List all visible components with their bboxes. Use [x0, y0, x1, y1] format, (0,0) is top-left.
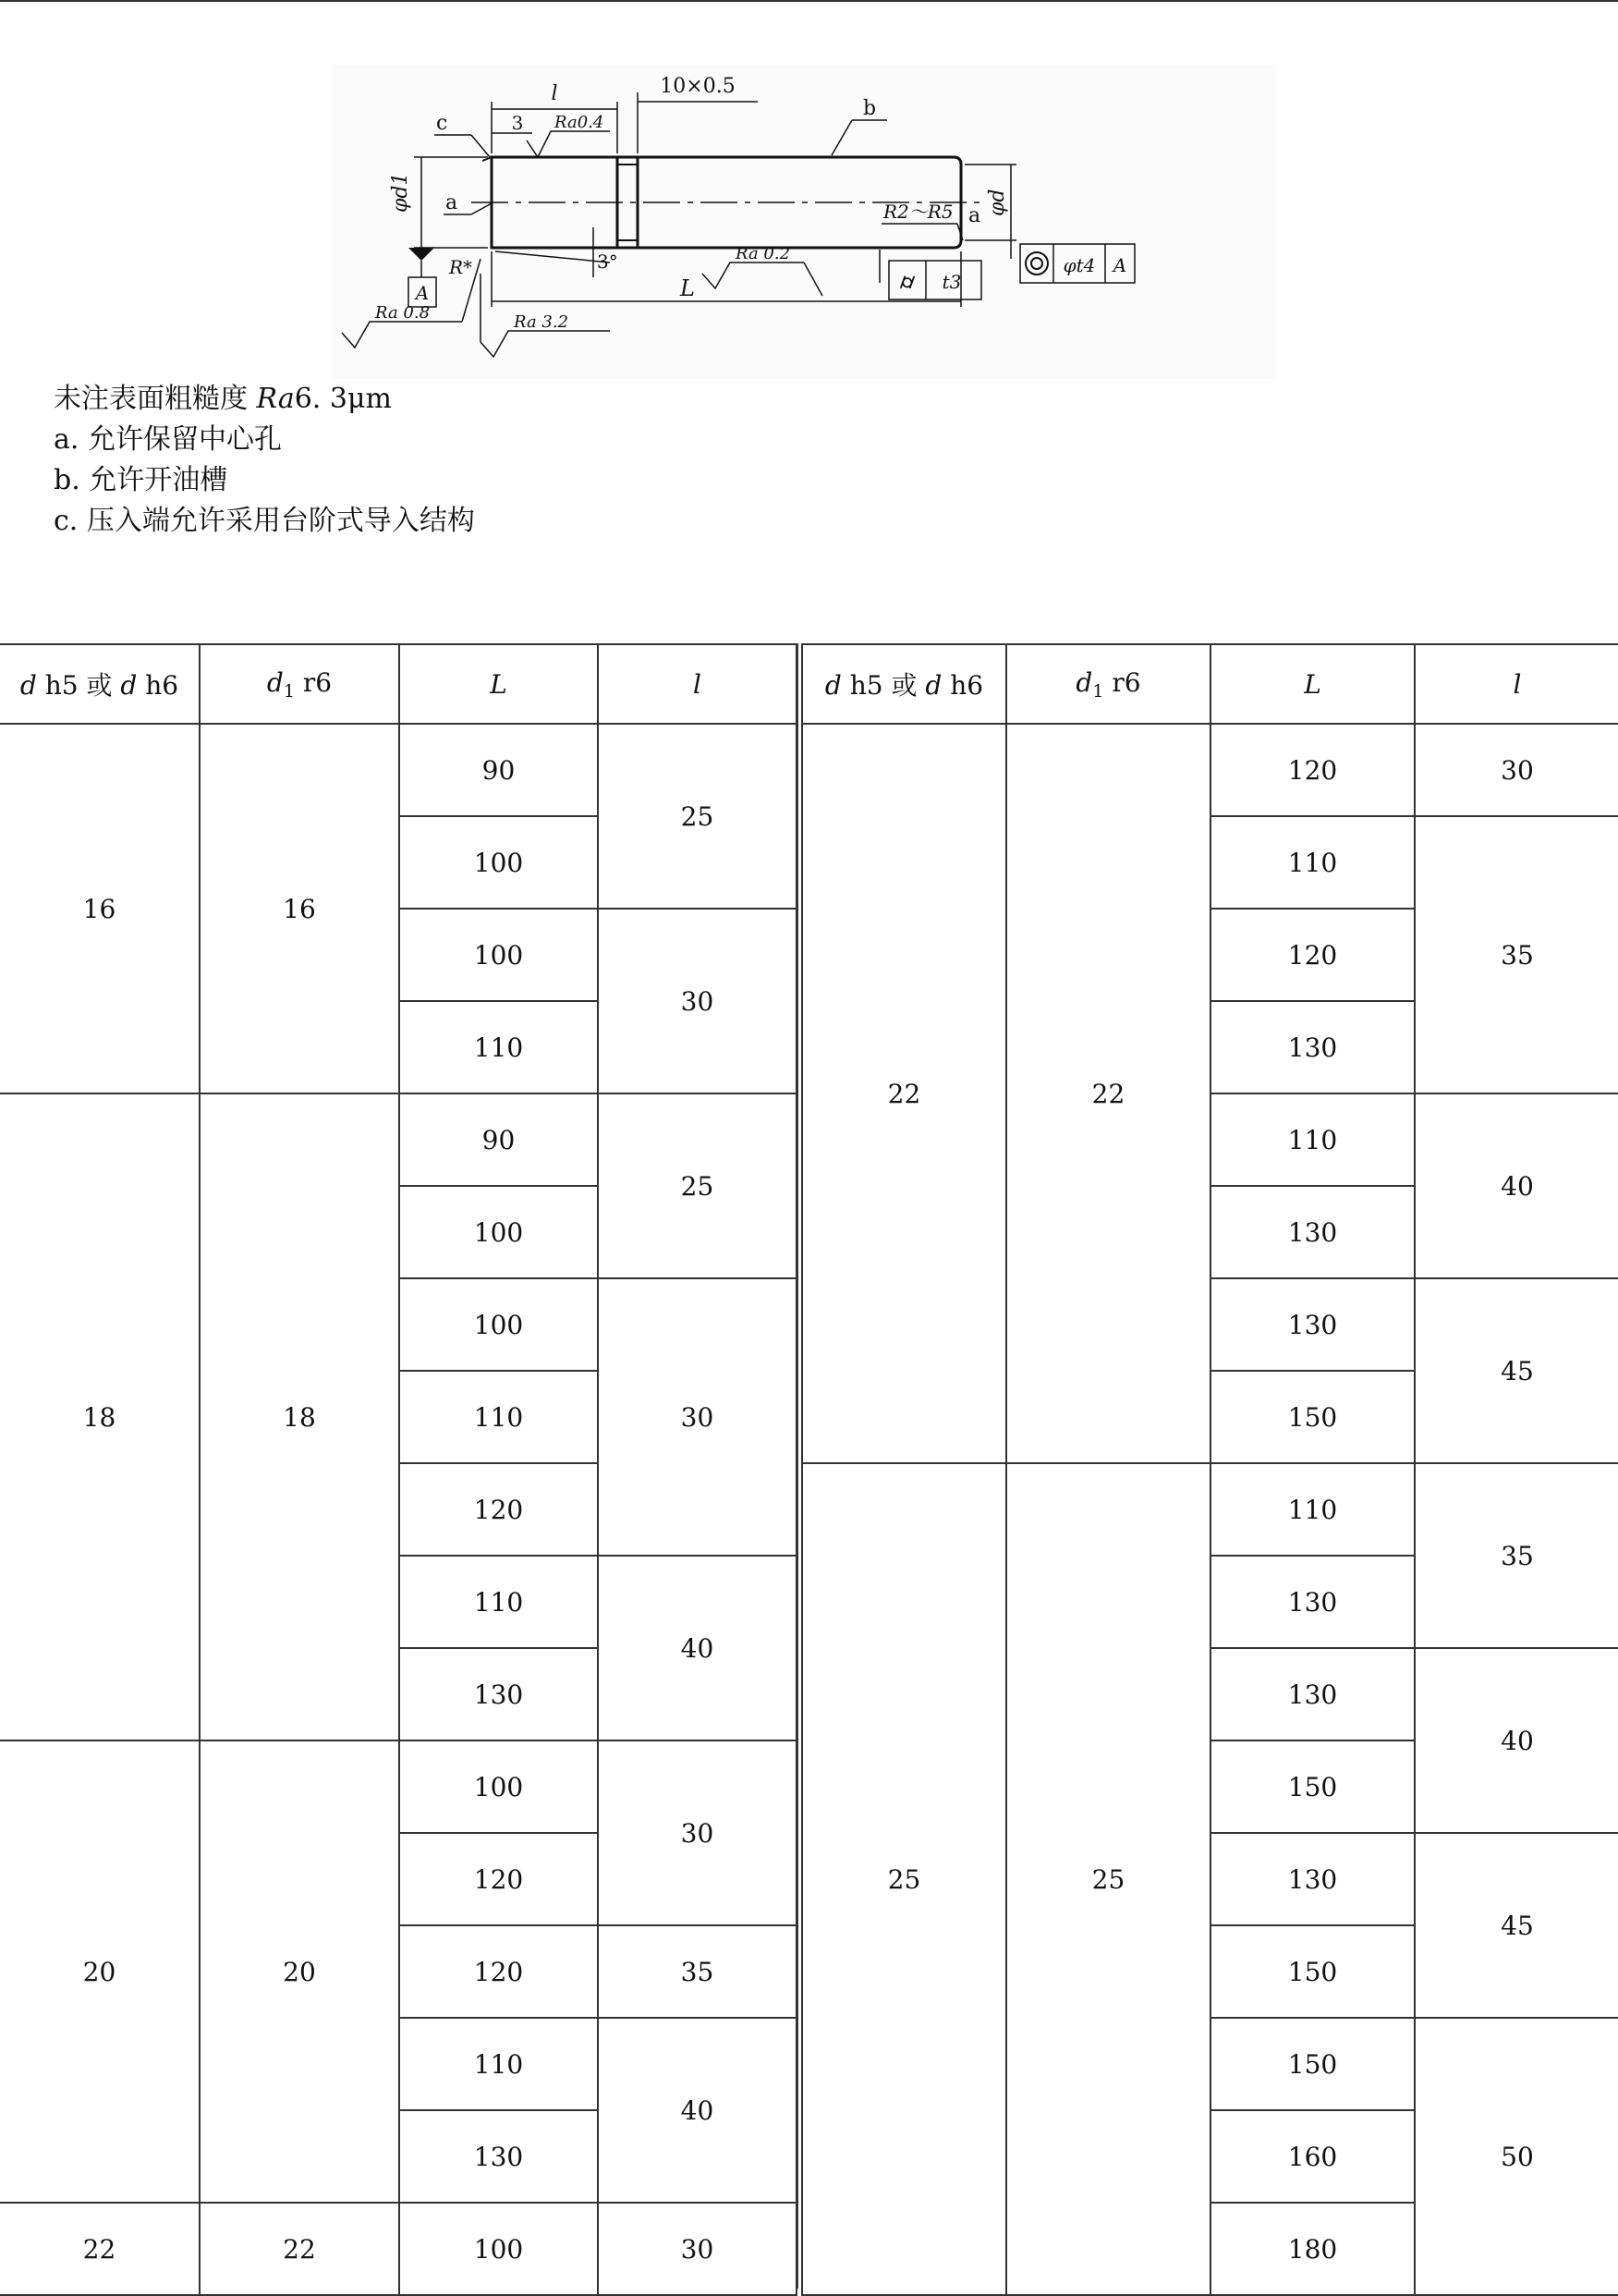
cylindricity-icon: ⌭ [900, 270, 915, 294]
header-d1-sub: 1 [1092, 680, 1104, 702]
table-row [0, 1093, 797, 1186]
table-row [0, 724, 797, 816]
header-d1-var: d [1076, 666, 1093, 698]
header-d1-tail: r6 [294, 666, 333, 698]
cell-L: 130 [1210, 1186, 1415, 1278]
cell-L: 130 [1210, 1648, 1415, 1740]
header-l: l [1415, 644, 1618, 724]
radius-star: R* [449, 256, 473, 278]
header-d-tail: h6 [137, 670, 179, 701]
header-L: L [1210, 644, 1415, 724]
cell-d: 16 [0, 724, 200, 1093]
table-row [802, 1463, 1618, 1556]
cell-L: 110 [1210, 816, 1415, 909]
cell-L: 120 [399, 1925, 598, 2018]
cell-L: 120 [399, 1833, 598, 1925]
cell-d1: 16 [200, 724, 399, 1093]
dim-L-label: L [680, 275, 695, 301]
ra08-label: Ra 0.8 [375, 303, 431, 323]
cell-L: 100 [399, 1740, 598, 1833]
notes [54, 379, 475, 542]
cell-l: 25 [598, 1093, 797, 1278]
ra02-label: Ra 0.2 [736, 244, 791, 263]
cell-l: 50 [1415, 2018, 1618, 2295]
radius-range-label: R2～R5 [883, 201, 954, 223]
note-c: c. 压入端允许采用台阶式导入结构 [54, 505, 475, 537]
cell-L: 180 [1210, 2203, 1415, 2295]
shaft-drawing-svg [333, 65, 1275, 379]
cell-L: 120 [1210, 724, 1415, 816]
table-row [802, 724, 1618, 816]
cell-L: 100 [399, 1278, 598, 1371]
cell-l: 45 [1415, 1278, 1618, 1463]
cell-L: 160 [1210, 2110, 1415, 2203]
cell-l: 30 [598, 1740, 797, 1925]
header-d1-var: d [266, 666, 284, 698]
cell-d: 25 [802, 1463, 1006, 2295]
cell-L: 130 [1210, 1556, 1415, 1648]
header-d1-tail: r6 [1103, 666, 1141, 698]
drawing-background [333, 65, 1275, 379]
label-a-right: a [968, 204, 981, 227]
header-d [802, 644, 1006, 724]
cell-d: 18 [0, 1093, 200, 1740]
note-roughness: 未注表面粗糙度 Ra6. 3μm [54, 383, 392, 415]
cell-d1: 22 [200, 2203, 399, 2295]
tol-t3-label: t3 [942, 271, 962, 293]
cell-L: 150 [1210, 1371, 1415, 1463]
cell-L: 100 [399, 1186, 598, 1278]
cell-L: 150 [1210, 2018, 1415, 2110]
table-header [0, 644, 797, 724]
cell-l: 30 [598, 909, 797, 1093]
shaft-drawing [333, 65, 1275, 379]
cell-L: 90 [399, 1093, 598, 1186]
cell-l: 45 [1415, 1833, 1618, 2018]
dimension-table-right [801, 643, 1618, 2296]
cell-l: 30 [598, 1278, 797, 1556]
top-rule [0, 0, 1618, 2]
cell-L: 130 [399, 1648, 598, 1740]
cell-d1: 22 [1006, 724, 1210, 1463]
table-header [802, 644, 1618, 724]
header-d1 [200, 644, 399, 724]
cell-L: 150 [1210, 1925, 1415, 2018]
dim-3-label: 3 [511, 112, 524, 134]
cell-L: 110 [399, 1001, 598, 1093]
cell-l: 40 [598, 2018, 797, 2203]
cell-L: 120 [399, 1463, 598, 1556]
cell-L: 130 [1210, 1001, 1415, 1093]
header-L: L [399, 644, 598, 724]
header-d-tail: h6 [942, 670, 984, 701]
header-d-var2: d [925, 670, 943, 701]
cell-L: 100 [399, 2203, 598, 2295]
cell-d1: 18 [200, 1093, 399, 1740]
header-l: l [598, 644, 797, 724]
dim-phi-d1: φd1 [389, 172, 412, 213]
cell-l: 35 [1415, 1463, 1618, 1648]
header-d-var: d [19, 670, 37, 701]
cell-L: 110 [1210, 1463, 1415, 1556]
cell-d: 22 [802, 724, 1006, 1463]
cell-L: 110 [399, 2018, 598, 2110]
dimension-table-left [0, 643, 797, 2296]
cell-L: 130 [1210, 1278, 1415, 1371]
tol-t4-label: φt4 [1063, 254, 1096, 276]
cell-l: 35 [1415, 816, 1618, 1093]
cell-L: 110 [1210, 1093, 1415, 1186]
header-d-mid: h5 或 [841, 670, 926, 701]
cell-l: 40 [598, 1556, 797, 1740]
cell-d: 20 [0, 1740, 200, 2203]
cell-l: 30 [598, 2203, 797, 2295]
cell-L: 130 [1210, 1833, 1415, 1925]
note-b: b. 允许开油槽 [54, 464, 228, 496]
dim-phi-d: φd [986, 189, 1009, 216]
datum-label: A [415, 282, 430, 304]
cell-l: 25 [598, 724, 797, 909]
header-d-mid: h5 或 [36, 670, 121, 701]
ra32-label: Ra 3.2 [514, 312, 569, 332]
note-a: a. 允许保留中心孔 [54, 423, 282, 456]
ra04-label: Ra0.4 [554, 113, 604, 132]
header-d1 [1006, 644, 1210, 724]
dim-groove-label: 10×0.5 [660, 75, 736, 98]
cell-L: 110 [399, 1556, 598, 1648]
header-d [0, 644, 200, 724]
cell-l: 40 [1415, 1093, 1618, 1278]
label-c: c [436, 112, 448, 135]
cell-d1: 20 [200, 1740, 399, 2203]
cell-L: 150 [1210, 1740, 1415, 1833]
label-a-left: a [445, 191, 458, 214]
cell-d: 22 [0, 2203, 200, 2295]
cell-L: 110 [399, 1371, 598, 1463]
header-d1-sub: 1 [283, 680, 295, 702]
cell-L: 100 [399, 816, 598, 909]
cell-L: 130 [399, 2110, 598, 2203]
angle-label: 3° [597, 250, 618, 273]
cell-l: 35 [598, 1925, 797, 2018]
cell-L: 90 [399, 724, 598, 816]
dim-l-label: l [551, 82, 558, 105]
header-d-var2: d [120, 670, 138, 701]
header-d-var: d [824, 670, 842, 701]
cell-L: 100 [399, 909, 598, 1001]
table-row [0, 2203, 797, 2295]
cell-l: 30 [1415, 724, 1618, 816]
tol-t4-datum: A [1113, 254, 1127, 276]
table-row [0, 1740, 797, 1833]
cell-d1: 25 [1006, 1463, 1210, 2295]
label-b: b [863, 97, 877, 120]
cell-l: 40 [1415, 1648, 1618, 1833]
cell-L: 120 [1210, 909, 1415, 1001]
